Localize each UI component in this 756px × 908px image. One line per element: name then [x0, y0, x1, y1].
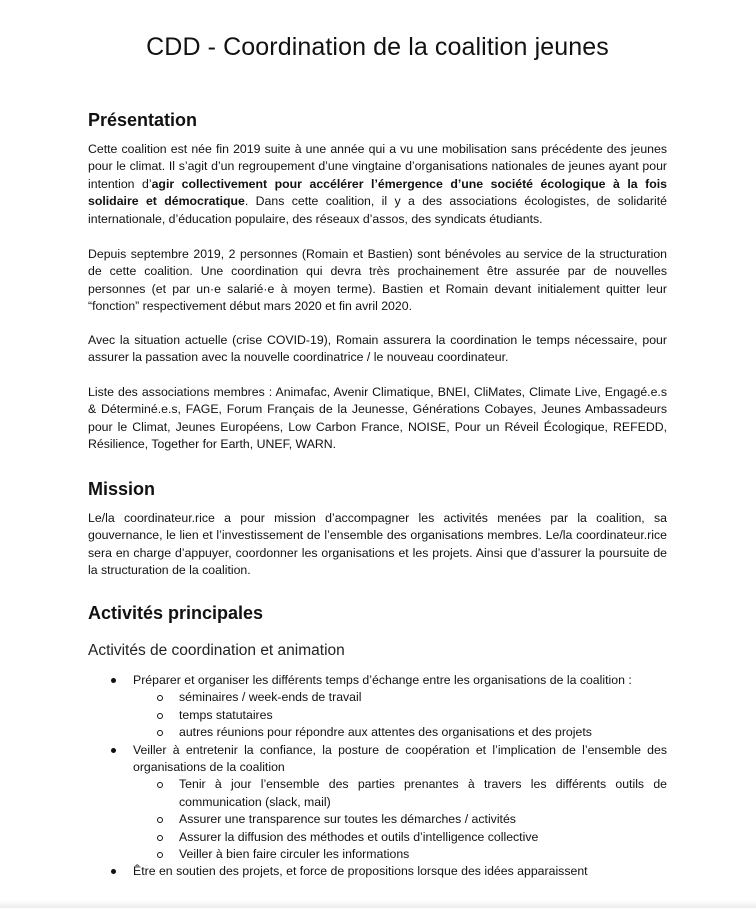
section-heading-activites: Activités principales — [88, 603, 264, 623]
sub-list-item: Tenir à jour l’ensemble des parties prenantes à travers les différents outils de communication (slack, mail) — [133, 776, 667, 811]
section-heading-mission: Mission — [88, 479, 156, 499]
presentation-paragraph-3: Avec la situation actuelle (crise COVID-19), Romain assurera la coordination le temps nécessaire, pour assurer la passation avec la nouvelle coordinatrice / le nouveau coordinateur. — [88, 333, 667, 365]
list-item-text: Être en soutien des projets, et force de propositions lorsque des idées apparaissent — [133, 864, 588, 879]
sub-list-item: temps statutaires — [133, 707, 667, 724]
presentation-text-bold: agir collectivement pour accélérer l’émergence d’une société écologique à la fois solidaire et démocratique — [88, 176, 667, 209]
list-item-text: Veiller à entretenir la confiance, la posture de coopération et l’implication de l’ensemble des organisations de la coalition — [133, 742, 667, 775]
section-heading-presentation: Présentation — [88, 110, 198, 130]
page-bottom-edge — [0, 900, 756, 908]
sub-list-item: Assurer la diffusion des méthodes et outils d’intelligence collective — [133, 829, 667, 846]
presentation-paragraph-members: Liste des associations membres : Animafac, Avenir Climatique, BNEI, CliMates, Climate Live, Engagé.e.s & Déterminé.e.s, FAGE, Forum Français de la Jeunesse, Générations Cobayes, Jeunes Ambassadeurs pour le Climat, Jeunes Européens, Low Carbon France, NOISE, Pour un Réveil Écologique, REFEDD, Résilience, Together for Earth, UNEF, WARN. — [88, 385, 667, 452]
presentation-paragraph-1 — [88, 141, 667, 228]
sub-list — [133, 776, 667, 863]
list-item-text: Préparer et organiser les différents temps d’échange entre les organisations de la coalition : — [133, 673, 632, 687]
page-title: CDD - Coordination de la coalition jeunes — [146, 33, 609, 61]
list-item — [88, 863, 667, 880]
list-item — [88, 742, 667, 864]
sub-list-item: Assurer une transparence sur toutes les démarches / activités — [133, 811, 667, 828]
list-item — [88, 672, 667, 742]
activities-list — [88, 672, 667, 881]
sub-list-item: autres réunions pour répondre aux attentes des organisations et des projets — [133, 724, 667, 741]
sub-list — [133, 689, 667, 741]
sub-list-item: séminaires / week-ends de travail — [133, 689, 667, 706]
presentation-paragraph-2: Depuis septembre 2019, 2 personnes (Romain et Bastien) sont bénévoles au service de la structuration de cette coalition. Une coordination qui devra très prochainement être assurée par de nouvelles personnes (et par un·e salarié·e à moyen terme). Bastien et Romain devant initialement quitter leur “fonction” respectivement début mars 2020 et fin avril 2020. — [88, 247, 667, 314]
presentation-text-b: . Dans cette coalition, il y a des associations écologistes, de solidarité internationale, d’éducation populaire, des réseaux d’assos, des syndicats étudiants. — [88, 194, 667, 226]
mission-paragraph: Le/la coordinateur.rice a pour mission d’accompagner les activités menées par la coalition, sa gouvernance, le lien et l’investissement de l’ensemble des organisations membres. Le/la coordinateur.rice sera en charge d’appuyer, coordonner les organisations et les projets. Ainsi que d’assurer la poursuite de la structuration de la coalition. — [88, 511, 667, 578]
sub-list-item: Veiller à bien faire circuler les informations — [133, 846, 667, 863]
presentation-text-a: Cette coalition est née fin 2019 suite à une année qui a vu une mobilisation sans précédente des jeunes pour le climat. Il s’agit d’un regroupement d’une vingtaine d’organisations nationales de jeunes ayant pour intention d’ — [88, 142, 667, 191]
subheading-coordination: Activités de coordination et animation — [88, 642, 345, 659]
